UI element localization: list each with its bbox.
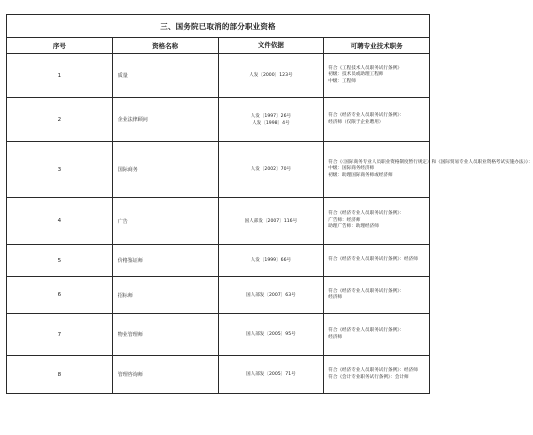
- row-document-basis: [218, 314, 324, 356]
- position-line: 经济师: [328, 295, 343, 300]
- row-qualification-name: 质量: [112, 54, 218, 98]
- row-qualification-name: 国际商务: [112, 142, 218, 198]
- row-seq: 8: [7, 356, 113, 394]
- document-line: 国人部发〔2005〕95号: [246, 332, 296, 337]
- table-body: [7, 54, 533, 394]
- position-line: 初级：助理国际商务师或经济师: [328, 172, 393, 178]
- row-seq: 6: [7, 277, 113, 314]
- title-row: [7, 15, 430, 38]
- document-line: 人发〔1999〕66号: [250, 258, 292, 263]
- position-line: 符合《经济专业人员职务试行条例》：经济师: [328, 257, 418, 263]
- position-line: 助理广告师：助理经济师: [328, 224, 379, 230]
- header-row: [7, 38, 430, 54]
- row-qualification-name: 管理咨询师: [112, 356, 218, 394]
- position-line: 经济师: [328, 334, 343, 340]
- document-line: 人发〔1998〕4号: [252, 120, 290, 126]
- position-line: 符合《〈国际商务专业人员职业资格制度暂行规定〉和《国际贸易专业人员职业资格考试实施办法》》：: [328, 159, 533, 165]
- row-document-basis: [218, 277, 324, 314]
- position-line: 符合《经济专业人员职务试行条例》：经济师: [328, 368, 418, 373]
- row-seq: 5: [7, 245, 113, 277]
- position-line: 符合《工程技术人员职务试行条例》: [328, 65, 402, 71]
- position-line: 经济师（仅限于企业聘用）: [328, 119, 384, 125]
- header-seq: 序号: [7, 38, 113, 54]
- position-line: 符合《经济专业人员职务试行条例》：: [328, 211, 405, 217]
- position-line: 中级：工程师: [328, 78, 356, 84]
- position-line: 初级：技术员或助理工程师: [328, 72, 384, 78]
- document-line: 人发〔2000〕123号: [249, 73, 293, 78]
- row-qualification-name: 物业管理师: [112, 314, 218, 356]
- table-row: [7, 142, 430, 198]
- row-positions: [324, 277, 430, 314]
- header-name: 资格名称: [112, 38, 218, 54]
- position-line: 广告师：经济师: [328, 217, 361, 223]
- position-line: 符合《会计专业职务试行条例》：会计师: [328, 374, 409, 380]
- document-line: 人发〔2002〕70号: [250, 167, 292, 172]
- row-document-basis: [218, 98, 324, 142]
- row-document-basis: [218, 54, 324, 98]
- table-row: [7, 314, 430, 356]
- row-document-basis: [218, 142, 324, 198]
- header-position: 可聘专业技术职务: [324, 38, 430, 54]
- row-seq: 3: [7, 142, 113, 198]
- position-line: 符合《经济专业人员职务试行条例》：: [328, 288, 405, 294]
- row-positions: [324, 54, 430, 98]
- document-line: 国人部发〔2005〕71号: [246, 372, 296, 377]
- position-line: 符合《经济专业人员职务试行条例》：: [328, 328, 405, 333]
- table-title: 三、国务院已取消的部分职业资格: [7, 15, 430, 38]
- qualification-table: [6, 14, 533, 394]
- table-row: [7, 277, 430, 314]
- row-document-basis: [218, 245, 324, 277]
- position-line: 中级：国际商务经济师: [328, 166, 375, 172]
- row-positions: [324, 142, 533, 198]
- row-positions: [324, 356, 430, 394]
- row-qualification-name: 招标师: [112, 277, 218, 314]
- table-row: [7, 356, 430, 394]
- document-line: 国人部发〔2007〕116号: [244, 218, 298, 224]
- row-seq: 1: [7, 54, 113, 98]
- table-row: [7, 54, 430, 98]
- position-line: 符合《经济专业人员职务试行条例》：: [328, 113, 405, 118]
- row-positions: [324, 198, 430, 245]
- table-row: [7, 198, 430, 245]
- row-document-basis: [218, 356, 324, 394]
- document-line: 国人部发〔2007〕63号: [246, 292, 296, 298]
- row-document-basis: [218, 198, 324, 245]
- row-qualification-name: 价格鉴证师: [112, 245, 218, 277]
- row-positions: [324, 98, 430, 142]
- header-doc: 文件依据: [218, 38, 324, 54]
- table-row: [7, 98, 430, 142]
- row-seq: 7: [7, 314, 113, 356]
- row-qualification-name: 企业法律顾问: [112, 98, 218, 142]
- row-positions: [324, 245, 430, 277]
- document-line: 人发〔1997〕26号: [250, 113, 292, 119]
- row-seq: 2: [7, 98, 113, 142]
- table-row: [7, 245, 430, 277]
- row-positions: [324, 314, 430, 356]
- row-seq: 4: [7, 198, 113, 245]
- qualification-table-frame: [6, 14, 533, 418]
- row-qualification-name: 广告: [112, 198, 218, 245]
